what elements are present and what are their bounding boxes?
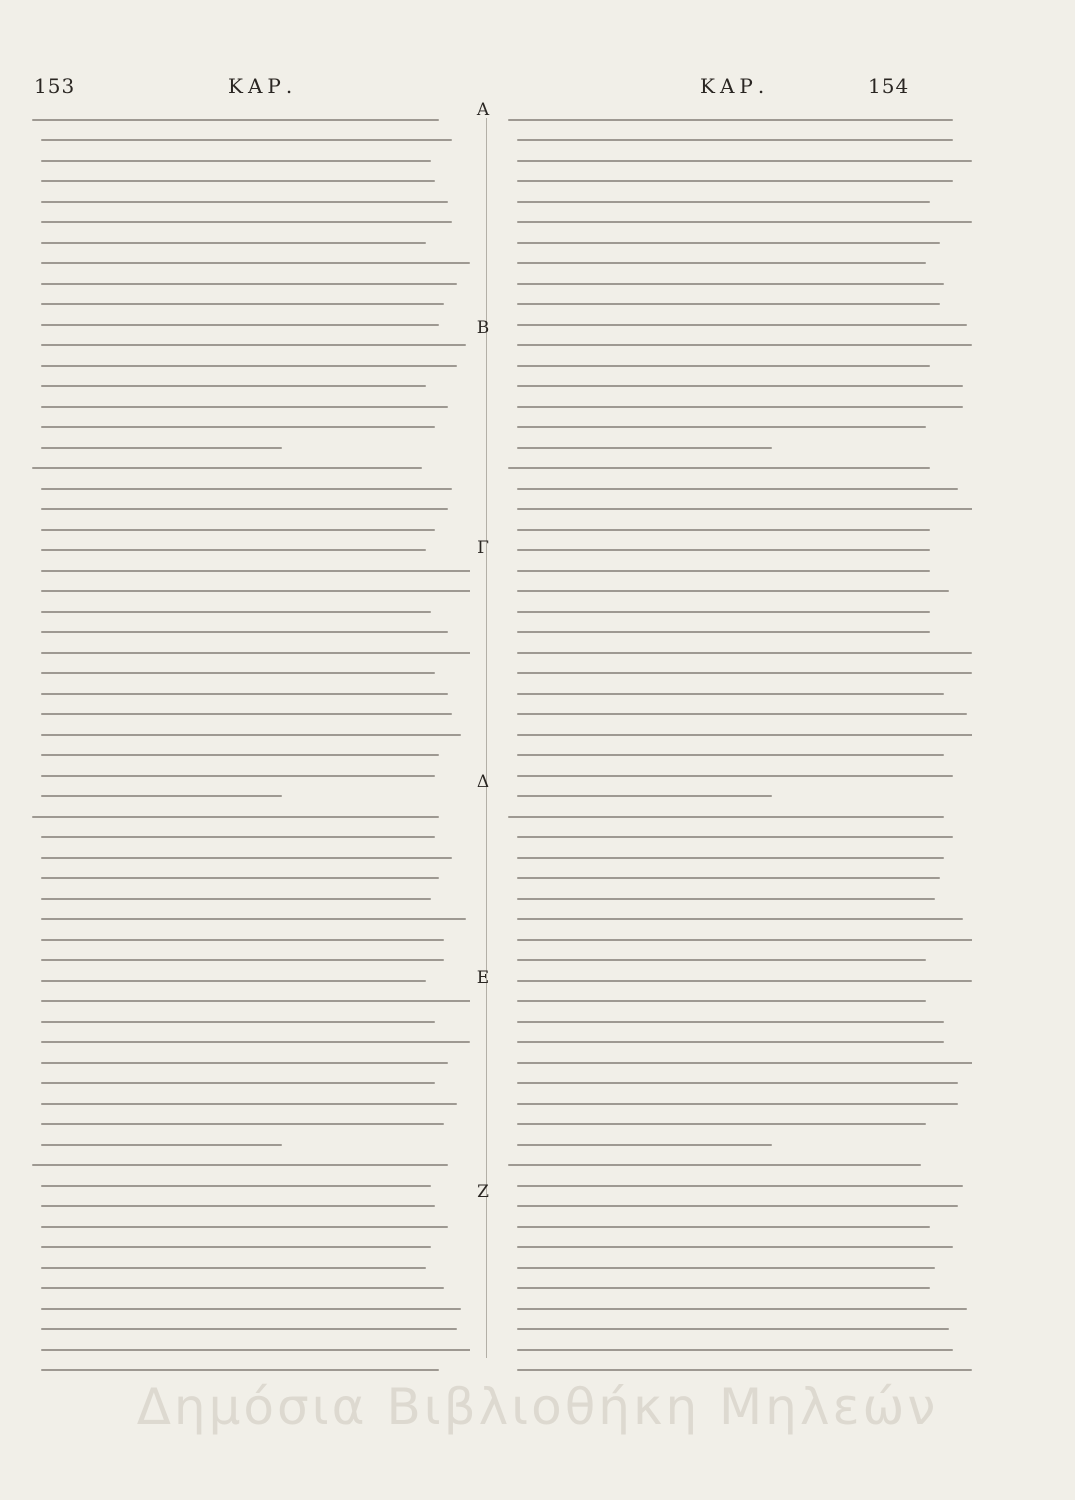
text-line-placeholder [517, 160, 972, 162]
text-line-placeholder [517, 1205, 958, 1207]
section-letter-gutter [470, 100, 496, 1360]
text-line-placeholder [41, 570, 470, 572]
text-line-placeholder [517, 795, 772, 797]
text-line-placeholder [41, 549, 426, 551]
text-line-placeholder [41, 775, 435, 777]
text-line-placeholder [517, 1021, 944, 1023]
text-line-placeholder [41, 242, 426, 244]
text-line-placeholder [517, 652, 972, 654]
text-line-placeholder [517, 488, 958, 490]
text-line-placeholder [517, 139, 953, 141]
text-line-placeholder [41, 1226, 448, 1228]
text-line-placeholder [41, 1328, 457, 1330]
text-line-placeholder [517, 549, 930, 551]
text-line-placeholder [517, 1328, 949, 1330]
text-line-placeholder [517, 201, 930, 203]
text-line-placeholder [517, 385, 962, 387]
text-line-placeholder [517, 1103, 958, 1105]
text-line-placeholder [517, 631, 930, 633]
text-line-placeholder [41, 344, 466, 346]
text-line-placeholder [41, 1082, 435, 1084]
section-letter-g: Γ [477, 538, 489, 558]
text-line-placeholder [41, 918, 466, 920]
text-line-placeholder [41, 508, 448, 510]
text-line-placeholder [517, 877, 939, 879]
text-line-placeholder [32, 119, 439, 121]
text-line-placeholder [517, 221, 972, 223]
text-line-placeholder [517, 857, 944, 859]
text-line-placeholder [41, 283, 457, 285]
text-line-placeholder [41, 898, 431, 900]
section-letter-z: Ζ [477, 1182, 489, 1202]
text-line-placeholder [41, 857, 453, 859]
text-line-placeholder [517, 918, 962, 920]
text-line-placeholder [41, 1205, 435, 1207]
text-line-placeholder [41, 1103, 457, 1105]
text-line-placeholder [517, 1082, 958, 1084]
text-line-placeholder [517, 1246, 953, 1248]
section-letter-a: Α [476, 100, 490, 120]
text-line-placeholder [41, 1000, 470, 1002]
text-line-placeholder [517, 775, 953, 777]
text-line-placeholder [517, 1185, 962, 1187]
text-line-placeholder [517, 590, 949, 592]
text-line-placeholder [41, 303, 444, 305]
right-page-number: 154 [868, 74, 910, 98]
text-line-placeholder [41, 631, 448, 633]
right-running-title: ΚΑΡ. [700, 74, 770, 98]
text-line-placeholder [41, 1369, 440, 1371]
text-line-placeholder [517, 180, 953, 182]
text-line-placeholder [41, 365, 457, 367]
text-line-placeholder [41, 939, 444, 941]
right-text-column [508, 100, 972, 1400]
text-line-placeholder [517, 426, 925, 428]
text-line-placeholder [517, 529, 930, 531]
text-line-placeholder [41, 590, 470, 592]
text-line-placeholder [32, 816, 439, 818]
text-line-placeholder [41, 201, 448, 203]
text-line-placeholder [517, 242, 939, 244]
text-line-placeholder [517, 570, 930, 572]
text-line-placeholder [517, 1062, 972, 1064]
text-line-placeholder [41, 672, 435, 674]
text-line-placeholder [517, 611, 930, 613]
text-line-placeholder [41, 1144, 282, 1146]
text-line-placeholder [41, 488, 453, 490]
text-line-placeholder [517, 1308, 967, 1310]
text-line-placeholder [517, 365, 930, 367]
text-line-placeholder [517, 959, 925, 961]
left-text-column [32, 100, 470, 1400]
text-line-placeholder [41, 713, 453, 715]
text-line-placeholder [41, 1246, 431, 1248]
text-line-placeholder [41, 221, 453, 223]
text-line-placeholder [41, 1349, 470, 1351]
text-line-placeholder [517, 508, 972, 510]
text-line-placeholder [508, 467, 930, 469]
section-letter-e: Ε [476, 968, 490, 988]
text-line-placeholder [517, 262, 925, 264]
text-line-placeholder [41, 1308, 461, 1310]
text-line-placeholder [517, 344, 972, 346]
text-line-placeholder [32, 467, 422, 469]
text-line-placeholder [41, 324, 440, 326]
text-line-placeholder [41, 611, 431, 613]
text-line-placeholder [517, 713, 967, 715]
text-line-placeholder [41, 836, 435, 838]
text-line-placeholder [41, 980, 426, 982]
text-line-placeholder [41, 1287, 444, 1289]
text-line-placeholder [41, 795, 282, 797]
text-line-placeholder [41, 180, 435, 182]
text-line-placeholder [517, 283, 944, 285]
text-line-placeholder [517, 939, 972, 941]
text-line-placeholder [41, 652, 470, 654]
section-letter-d: Δ [476, 772, 490, 792]
section-letter-b: Β [476, 318, 490, 338]
text-line-placeholder [41, 1041, 470, 1043]
text-line-placeholder [41, 447, 282, 449]
left-running-title: ΚΑΡ. [228, 74, 298, 98]
text-line-placeholder [517, 754, 944, 756]
text-line-placeholder [517, 1000, 925, 1002]
text-line-placeholder [508, 119, 953, 121]
text-line-placeholder [41, 1185, 431, 1187]
library-watermark: Δημόσια Βιβλιοθήκη Μηλεών [136, 1378, 939, 1436]
text-line-placeholder [517, 1144, 772, 1146]
text-line-placeholder [41, 693, 448, 695]
text-line-placeholder [517, 1349, 953, 1351]
text-line-placeholder [517, 1041, 944, 1043]
text-line-placeholder [517, 980, 972, 982]
text-line-placeholder [517, 898, 935, 900]
text-line-placeholder [41, 1123, 444, 1125]
text-line-placeholder [41, 734, 461, 736]
text-line-placeholder [508, 816, 944, 818]
text-line-placeholder [517, 1226, 930, 1228]
text-line-placeholder [508, 1164, 921, 1166]
text-line-placeholder [517, 836, 953, 838]
text-line-placeholder [41, 385, 426, 387]
text-line-placeholder [517, 1369, 972, 1371]
text-line-placeholder [41, 262, 470, 264]
text-line-placeholder [41, 1021, 435, 1023]
text-line-placeholder [41, 406, 448, 408]
left-page-number: 153 [34, 74, 76, 98]
text-line-placeholder [41, 877, 440, 879]
text-line-placeholder [517, 303, 939, 305]
text-line-placeholder [517, 693, 944, 695]
text-line-placeholder [41, 160, 431, 162]
text-line-placeholder [517, 324, 967, 326]
text-line-placeholder [41, 959, 444, 961]
text-line-placeholder [517, 1123, 925, 1125]
text-line-placeholder [41, 1062, 448, 1064]
text-line-placeholder [41, 426, 435, 428]
text-line-placeholder [517, 1267, 935, 1269]
text-line-placeholder [517, 672, 972, 674]
text-line-placeholder [41, 754, 440, 756]
text-line-placeholder [41, 529, 435, 531]
text-line-placeholder [41, 1267, 426, 1269]
text-line-placeholder [32, 1164, 448, 1166]
text-line-placeholder [41, 139, 453, 141]
text-line-placeholder [517, 734, 972, 736]
text-line-placeholder [517, 406, 962, 408]
text-line-placeholder [517, 1287, 930, 1289]
text-line-placeholder [517, 447, 772, 449]
